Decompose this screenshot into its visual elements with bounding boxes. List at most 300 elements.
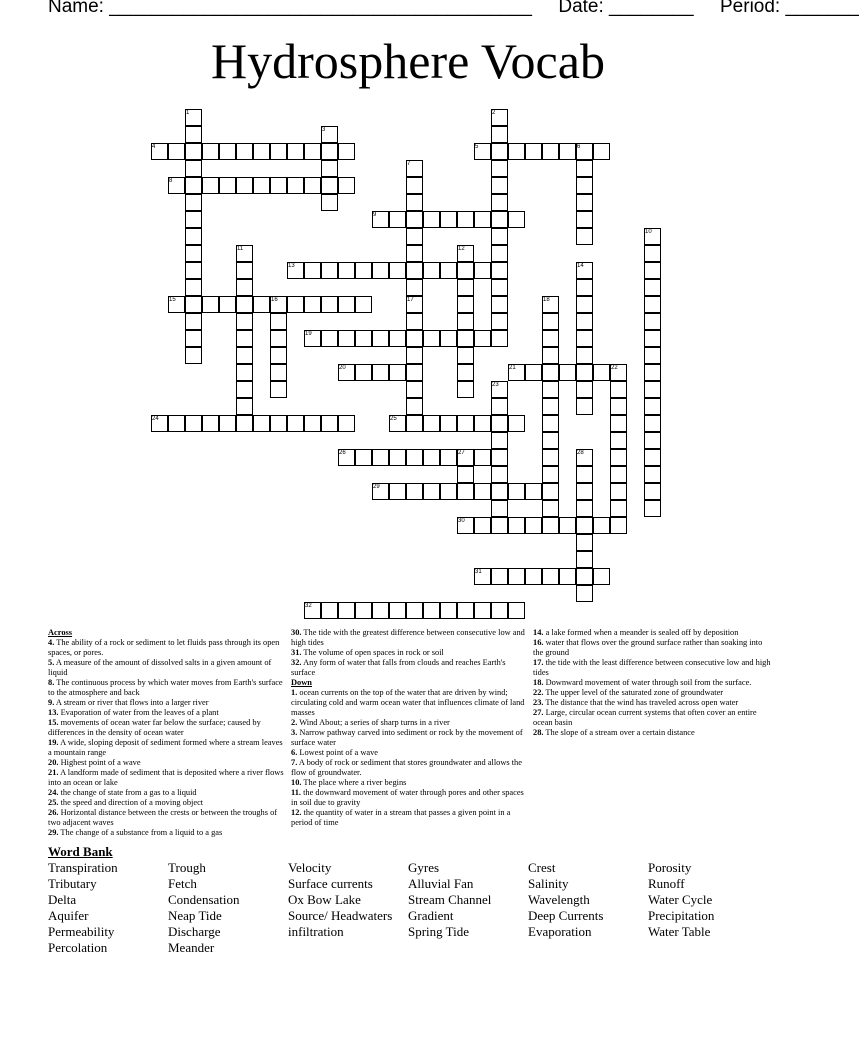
crossword-cell[interactable] xyxy=(236,279,253,296)
crossword-cell[interactable] xyxy=(185,347,202,364)
crossword-cell[interactable] xyxy=(508,483,525,500)
crossword-cell[interactable] xyxy=(576,330,593,347)
crossword-cell[interactable] xyxy=(542,381,559,398)
clue-text: A measure of the amount of dissolved salts in a given amount of liquid xyxy=(48,658,272,677)
crossword-cell[interactable] xyxy=(219,143,236,160)
crossword-cell[interactable] xyxy=(491,466,508,483)
crossword-cell[interactable] xyxy=(287,143,304,160)
crossword-cell[interactable] xyxy=(491,279,508,296)
crossword-cell[interactable] xyxy=(236,398,253,415)
crossword-cell[interactable] xyxy=(236,330,253,347)
crossword-cell[interactable] xyxy=(355,364,372,381)
crossword-cell[interactable] xyxy=(406,330,423,347)
crossword-cell[interactable] xyxy=(185,279,202,296)
crossword-cell[interactable] xyxy=(474,330,491,347)
crossword-cell[interactable] xyxy=(525,143,542,160)
crossword-cell[interactable] xyxy=(491,568,508,585)
crossword-cell[interactable] xyxy=(576,585,593,602)
period-line[interactable]: _______ xyxy=(785,0,859,17)
crossword-cell[interactable] xyxy=(508,143,525,160)
crossword-cell[interactable] xyxy=(491,500,508,517)
crossword-cell[interactable] xyxy=(270,330,287,347)
crossword-cell[interactable] xyxy=(474,483,491,500)
crossword-cell[interactable] xyxy=(219,177,236,194)
clue-section-heading: Across xyxy=(48,628,73,637)
crossword-cell[interactable] xyxy=(236,262,253,279)
crossword-cell[interactable] xyxy=(372,602,389,619)
crossword-cell[interactable] xyxy=(321,262,338,279)
crossword-cell[interactable] xyxy=(457,279,474,296)
crossword-cell[interactable] xyxy=(491,483,508,500)
crossword-cell[interactable] xyxy=(338,296,355,313)
crossword-cell[interactable] xyxy=(457,211,474,228)
crossword-cell[interactable] xyxy=(576,160,593,177)
crossword-cell[interactable] xyxy=(576,381,593,398)
crossword-cell[interactable] xyxy=(542,432,559,449)
clue-number: 9 xyxy=(373,212,377,218)
clue-text: The change of a substance from a liquid to a gas xyxy=(58,828,223,837)
crossword-cell[interactable] xyxy=(185,177,202,194)
crossword-cell[interactable] xyxy=(576,211,593,228)
crossword-cell[interactable] xyxy=(185,296,202,313)
crossword-cell[interactable] xyxy=(270,143,287,160)
crossword-cell[interactable] xyxy=(576,483,593,500)
crossword-cell[interactable] xyxy=(253,296,270,313)
crossword-cell[interactable] xyxy=(321,194,338,211)
crossword-cell[interactable] xyxy=(321,177,338,194)
crossword-cell[interactable] xyxy=(389,211,406,228)
crossword-cell[interactable] xyxy=(576,313,593,330)
crossword-cell[interactable] xyxy=(491,296,508,313)
clue-number: 28 xyxy=(577,450,584,456)
crossword-cell[interactable] xyxy=(202,177,219,194)
crossword-cell[interactable] xyxy=(304,296,321,313)
crossword-cell[interactable] xyxy=(491,449,508,466)
crossword-cell[interactable] xyxy=(406,262,423,279)
crossword-cell[interactable] xyxy=(491,602,508,619)
crossword-cell[interactable] xyxy=(185,143,202,160)
crossword-cell[interactable] xyxy=(644,279,661,296)
crossword-cell[interactable] xyxy=(491,211,508,228)
clue-number: 6 xyxy=(577,144,581,150)
crossword-cell[interactable] xyxy=(491,143,508,160)
crossword-cell[interactable] xyxy=(406,602,423,619)
clue-text: The place where a river begins xyxy=(301,778,407,787)
crossword-cell[interactable] xyxy=(270,177,287,194)
crossword-cell[interactable] xyxy=(355,330,372,347)
crossword-cell[interactable] xyxy=(423,415,440,432)
crossword-cell[interactable] xyxy=(491,194,508,211)
crossword-cell[interactable] xyxy=(491,415,508,432)
crossword-cell[interactable] xyxy=(406,245,423,262)
date-line[interactable]: ________ xyxy=(609,0,694,17)
crossword-cell[interactable] xyxy=(542,398,559,415)
crossword-cell[interactable] xyxy=(440,262,457,279)
crossword-cell[interactable] xyxy=(457,296,474,313)
clue-column-1 xyxy=(48,628,288,838)
crossword-cell[interactable] xyxy=(576,194,593,211)
crossword-cell[interactable] xyxy=(406,347,423,364)
crossword-cell[interactable] xyxy=(474,517,491,534)
crossword-cell[interactable] xyxy=(491,160,508,177)
crossword-cell[interactable] xyxy=(593,568,610,585)
clue-text: Highest point of a wave xyxy=(58,758,141,767)
crossword-cell[interactable] xyxy=(372,262,389,279)
crossword-cell[interactable] xyxy=(542,330,559,347)
crossword-cell[interactable] xyxy=(491,262,508,279)
crossword-cell[interactable] xyxy=(321,143,338,160)
crossword-cell[interactable] xyxy=(270,347,287,364)
crossword-cell[interactable] xyxy=(236,415,253,432)
crossword-cell[interactable] xyxy=(644,466,661,483)
clue-number-label: 7. xyxy=(291,758,298,767)
crossword-cell[interactable] xyxy=(406,449,423,466)
clue-text: The tide with the greatest difference between consecutive low and high tides xyxy=(291,628,525,647)
crossword-cell[interactable] xyxy=(185,228,202,245)
crossword-cell[interactable] xyxy=(185,415,202,432)
crossword-cell[interactable] xyxy=(168,143,185,160)
crossword-cell[interactable] xyxy=(491,126,508,143)
crossword-cell[interactable] xyxy=(338,330,355,347)
crossword-cell[interactable] xyxy=(321,160,338,177)
crossword-cell[interactable] xyxy=(440,602,457,619)
crossword-cell[interactable] xyxy=(355,262,372,279)
crossword-cell[interactable] xyxy=(253,143,270,160)
crossword-cell[interactable] xyxy=(559,364,576,381)
crossword-cell[interactable] xyxy=(525,483,542,500)
crossword-cell[interactable] xyxy=(423,449,440,466)
crossword-cell[interactable] xyxy=(644,398,661,415)
crossword-cell[interactable] xyxy=(406,228,423,245)
word-bank-item: Water Table xyxy=(648,924,711,939)
crossword-cell[interactable] xyxy=(185,126,202,143)
crossword-cell[interactable] xyxy=(610,466,627,483)
crossword-cell[interactable] xyxy=(576,500,593,517)
clue-number-label: 6. xyxy=(291,748,298,757)
clue-text: the tide with the least difference between consecutive low and high tides xyxy=(533,658,771,677)
clue-number: 5 xyxy=(475,144,479,150)
crossword-cell[interactable] xyxy=(287,415,304,432)
word-bank-item: Evaporation xyxy=(528,924,592,939)
crossword-cell[interactable] xyxy=(457,347,474,364)
crossword-cell[interactable] xyxy=(576,551,593,568)
crossword-cell[interactable] xyxy=(185,194,202,211)
crossword-cell[interactable] xyxy=(423,262,440,279)
crossword-cell[interactable] xyxy=(644,347,661,364)
crossword-cell[interactable] xyxy=(338,143,355,160)
crossword-cell[interactable] xyxy=(559,517,576,534)
crossword-cell[interactable] xyxy=(593,364,610,381)
crossword-cell[interactable] xyxy=(644,415,661,432)
crossword-cell[interactable] xyxy=(474,211,491,228)
crossword-cell[interactable] xyxy=(542,449,559,466)
crossword-cell[interactable] xyxy=(185,313,202,330)
clue xyxy=(291,728,531,748)
crossword-cell[interactable] xyxy=(338,177,355,194)
crossword-cell[interactable] xyxy=(372,364,389,381)
crossword-cell[interactable] xyxy=(236,177,253,194)
crossword-cell[interactable] xyxy=(610,398,627,415)
clue xyxy=(291,658,531,678)
clue-column-2 xyxy=(291,628,531,828)
crossword-cell[interactable] xyxy=(457,313,474,330)
crossword-cell[interactable] xyxy=(525,364,542,381)
crossword-cell[interactable] xyxy=(457,602,474,619)
crossword-cell[interactable] xyxy=(644,432,661,449)
crossword-cell[interactable] xyxy=(644,449,661,466)
crossword-cell[interactable] xyxy=(321,602,338,619)
crossword-cell[interactable] xyxy=(576,364,593,381)
word-bank-item: Deep Currents xyxy=(528,908,604,923)
crossword-cell[interactable] xyxy=(304,177,321,194)
crossword-cell[interactable] xyxy=(389,330,406,347)
clue-text: Lowest point of a wave xyxy=(297,748,378,757)
crossword-cell[interactable] xyxy=(491,517,508,534)
crossword-cell[interactable] xyxy=(423,330,440,347)
crossword-cell[interactable] xyxy=(338,415,355,432)
word-bank-item: Permeability xyxy=(48,924,115,939)
crossword-cell[interactable] xyxy=(236,364,253,381)
crossword-cell[interactable] xyxy=(559,568,576,585)
crossword-cell[interactable] xyxy=(355,602,372,619)
clue-number-label: 19. xyxy=(48,738,59,747)
crossword-cell[interactable] xyxy=(610,415,627,432)
word-bank-item: Spring Tide xyxy=(408,924,470,939)
crossword-cell[interactable] xyxy=(542,313,559,330)
crossword-cell[interactable] xyxy=(525,517,542,534)
crossword-cell[interactable] xyxy=(440,483,457,500)
crossword-cell[interactable] xyxy=(270,313,287,330)
crossword-cell[interactable] xyxy=(508,568,525,585)
crossword-cell[interactable] xyxy=(457,364,474,381)
crossword-cell[interactable] xyxy=(406,194,423,211)
crossword-cell[interactable] xyxy=(610,449,627,466)
crossword-cell[interactable] xyxy=(644,330,661,347)
crossword-cell[interactable] xyxy=(423,602,440,619)
crossword-cell[interactable] xyxy=(491,330,508,347)
clue-number-label: 20. xyxy=(48,758,59,767)
crossword-cell[interactable] xyxy=(542,143,559,160)
clue-number-label: 31. xyxy=(291,648,302,657)
name-line[interactable]: ________________________________________ xyxy=(109,0,532,17)
crossword-cell[interactable] xyxy=(406,211,423,228)
crossword-cell[interactable] xyxy=(270,415,287,432)
crossword-cell[interactable] xyxy=(644,483,661,500)
crossword-cell[interactable] xyxy=(474,602,491,619)
crossword-cell[interactable] xyxy=(576,398,593,415)
crossword-cell[interactable] xyxy=(559,143,576,160)
crossword-cell[interactable] xyxy=(202,143,219,160)
crossword-cell[interactable] xyxy=(372,330,389,347)
crossword-cell[interactable] xyxy=(389,483,406,500)
crossword-cell[interactable] xyxy=(576,279,593,296)
crossword-cell[interactable] xyxy=(236,381,253,398)
crossword-cell[interactable] xyxy=(457,330,474,347)
clue-number: 14 xyxy=(577,263,584,269)
crossword-cell[interactable] xyxy=(474,415,491,432)
clue-text: A wide, sloping deposit of sediment formed where a stream leaves a mountain range xyxy=(48,738,283,757)
clue-section-heading: Down xyxy=(291,678,312,687)
crossword-cell[interactable] xyxy=(423,211,440,228)
crossword-cell[interactable] xyxy=(270,381,287,398)
crossword-cell[interactable] xyxy=(219,415,236,432)
crossword-cell[interactable] xyxy=(508,602,525,619)
crossword-cell[interactable] xyxy=(457,483,474,500)
crossword-cell[interactable] xyxy=(610,517,627,534)
clue-number: 13 xyxy=(288,263,295,269)
crossword-cell[interactable] xyxy=(491,177,508,194)
crossword-cell[interactable] xyxy=(542,568,559,585)
crossword-cell[interactable] xyxy=(610,500,627,517)
crossword-cell[interactable] xyxy=(542,364,559,381)
crossword-cell[interactable] xyxy=(423,483,440,500)
crossword-cell[interactable] xyxy=(644,500,661,517)
crossword-cell[interactable] xyxy=(576,296,593,313)
clue xyxy=(291,688,531,718)
crossword-cell[interactable] xyxy=(406,177,423,194)
crossword-cell[interactable] xyxy=(457,262,474,279)
crossword-cell[interactable] xyxy=(202,296,219,313)
crossword-cell[interactable] xyxy=(406,279,423,296)
clue-text: Any form of water that falls from clouds and reaches Earth's surface xyxy=(291,658,506,677)
crossword-cell[interactable] xyxy=(542,483,559,500)
crossword-cell[interactable] xyxy=(508,211,525,228)
crossword-cell[interactable] xyxy=(253,415,270,432)
crossword-cell[interactable] xyxy=(304,262,321,279)
clue-number: 4 xyxy=(152,144,156,150)
crossword-cell[interactable] xyxy=(457,381,474,398)
crossword-cell[interactable] xyxy=(491,432,508,449)
crossword-cell[interactable] xyxy=(304,143,321,160)
clue xyxy=(533,688,773,698)
crossword-cell[interactable] xyxy=(321,296,338,313)
clue-number-label: 18. xyxy=(533,678,544,687)
crossword-cell[interactable] xyxy=(168,415,185,432)
crossword-cell[interactable] xyxy=(304,415,321,432)
crossword-cell[interactable] xyxy=(372,449,389,466)
crossword-cell[interactable] xyxy=(236,296,253,313)
crossword-cell[interactable] xyxy=(440,211,457,228)
crossword-cell[interactable] xyxy=(389,262,406,279)
crossword-cell[interactable] xyxy=(610,483,627,500)
crossword-cell[interactable] xyxy=(491,398,508,415)
crossword-cell[interactable] xyxy=(491,313,508,330)
crossword-cell[interactable] xyxy=(593,517,610,534)
clue-text: ocean currents on the top of the water that are driven by wind; circulating cold and warm ocean water that influences climate of land masses xyxy=(291,688,525,717)
crossword-cell[interactable] xyxy=(576,568,593,585)
word-bank-item: Porosity xyxy=(648,860,692,875)
crossword-cell[interactable] xyxy=(474,262,491,279)
crossword-cell[interactable] xyxy=(406,364,423,381)
crossword-cell[interactable] xyxy=(593,143,610,160)
crossword-cell[interactable] xyxy=(202,415,219,432)
crossword-cell[interactable] xyxy=(576,177,593,194)
crossword-cell[interactable] xyxy=(440,330,457,347)
crossword-cell[interactable] xyxy=(185,245,202,262)
crossword-cell[interactable] xyxy=(440,449,457,466)
crossword-cell[interactable] xyxy=(321,415,338,432)
crossword-cell[interactable] xyxy=(389,449,406,466)
crossword-cell[interactable] xyxy=(355,449,372,466)
crossword-cell[interactable] xyxy=(406,415,423,432)
clue-number-label: 17. xyxy=(533,658,544,667)
crossword-cell[interactable] xyxy=(644,245,661,262)
crossword-cell[interactable] xyxy=(287,296,304,313)
crossword-cell[interactable] xyxy=(576,466,593,483)
clue-text: the change of state from a gas to a liquid xyxy=(58,788,197,797)
crossword-cell[interactable] xyxy=(185,330,202,347)
crossword-cell[interactable] xyxy=(236,347,253,364)
crossword-cell[interactable] xyxy=(542,415,559,432)
clue xyxy=(291,628,531,648)
crossword-cell[interactable] xyxy=(644,262,661,279)
crossword-cell[interactable] xyxy=(610,381,627,398)
crossword-cell[interactable] xyxy=(576,228,593,245)
crossword-cell[interactable] xyxy=(508,415,525,432)
crossword-cell[interactable] xyxy=(355,296,372,313)
crossword-cell[interactable] xyxy=(525,568,542,585)
crossword-cell[interactable] xyxy=(185,211,202,228)
crossword-cell[interactable] xyxy=(542,517,559,534)
crossword-cell[interactable] xyxy=(321,330,338,347)
crossword-cell[interactable] xyxy=(440,415,457,432)
crossword-cell[interactable] xyxy=(338,602,355,619)
crossword-cell[interactable] xyxy=(474,449,491,466)
crossword-cell[interactable] xyxy=(457,466,474,483)
crossword-cell[interactable] xyxy=(219,296,236,313)
crossword-cell[interactable] xyxy=(576,534,593,551)
crossword-cell[interactable] xyxy=(185,262,202,279)
crossword-cell[interactable] xyxy=(457,415,474,432)
crossword-cell[interactable] xyxy=(253,177,270,194)
crossword-cell[interactable] xyxy=(406,381,423,398)
crossword-cell[interactable] xyxy=(389,364,406,381)
crossword-cell[interactable] xyxy=(270,364,287,381)
crossword-cell[interactable] xyxy=(542,347,559,364)
clue xyxy=(48,698,288,708)
crossword-cell[interactable] xyxy=(406,483,423,500)
crossword-cell[interactable] xyxy=(610,432,627,449)
crossword-cell[interactable] xyxy=(644,381,661,398)
crossword-cell[interactable] xyxy=(185,160,202,177)
crossword-cell[interactable] xyxy=(287,177,304,194)
clue xyxy=(291,778,531,788)
crossword-cell[interactable] xyxy=(508,517,525,534)
crossword-cell[interactable] xyxy=(644,313,661,330)
clue-text: the quantity of water in a stream that passes a given point in a period of time xyxy=(291,808,511,827)
crossword-cell[interactable] xyxy=(491,245,508,262)
crossword-cell[interactable] xyxy=(338,262,355,279)
crossword-cell[interactable] xyxy=(576,517,593,534)
crossword-cell[interactable] xyxy=(542,466,559,483)
crossword-cell[interactable] xyxy=(491,228,508,245)
crossword-cell[interactable] xyxy=(542,500,559,517)
crossword-cell[interactable] xyxy=(236,143,253,160)
crossword-cell[interactable] xyxy=(389,602,406,619)
clue xyxy=(48,828,288,838)
crossword-cell[interactable] xyxy=(644,364,661,381)
crossword-cell[interactable] xyxy=(406,398,423,415)
clue-number-label: 11. xyxy=(291,788,302,797)
crossword-cell[interactable] xyxy=(644,296,661,313)
clue-number: 26 xyxy=(339,450,346,456)
crossword-cell[interactable] xyxy=(406,313,423,330)
crossword-cell[interactable] xyxy=(236,313,253,330)
clue-text: Narrow pathway carved into sediment or rock by the movement of surface water xyxy=(291,728,523,747)
crossword-cell[interactable] xyxy=(576,347,593,364)
clue-number: 22 xyxy=(611,365,618,371)
word-bank-item: Gyres xyxy=(408,860,440,875)
